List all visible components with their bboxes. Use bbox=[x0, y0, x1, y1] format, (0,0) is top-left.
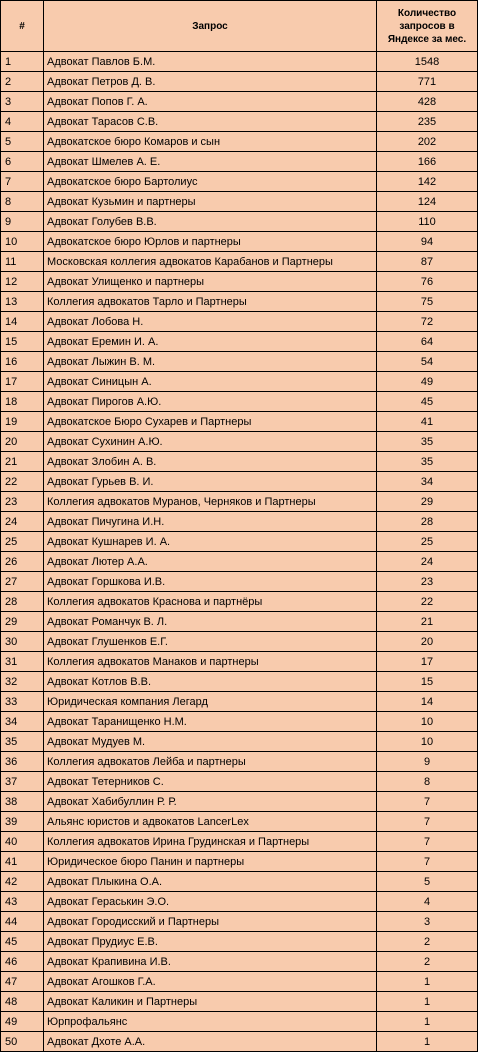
row-count: 7 bbox=[377, 832, 478, 852]
row-number: 25 bbox=[1, 532, 44, 552]
table-row bbox=[1, 832, 478, 852]
row-number: 8 bbox=[1, 192, 44, 212]
table-row bbox=[1, 132, 478, 152]
row-query: Адвокат Попов Г. А. bbox=[44, 92, 377, 112]
row-count: 10 bbox=[377, 712, 478, 732]
table-row bbox=[1, 172, 478, 192]
table-row bbox=[1, 292, 478, 312]
row-number: 20 bbox=[1, 432, 44, 452]
row-query: Адвокатское Бюро Сухарев и Партнеры bbox=[44, 412, 377, 432]
row-count: 3 bbox=[377, 912, 478, 932]
row-query: Адвокат Шмелев А. Е. bbox=[44, 152, 377, 172]
row-number: 32 bbox=[1, 672, 44, 692]
row-count: 64 bbox=[377, 332, 478, 352]
table-row bbox=[1, 72, 478, 92]
row-count: 9 bbox=[377, 752, 478, 772]
row-number: 19 bbox=[1, 412, 44, 432]
table-row bbox=[1, 572, 478, 592]
row-query: Коллегия адвокатов Лейба и партнеры bbox=[44, 752, 377, 772]
row-number: 4 bbox=[1, 112, 44, 132]
row-number: 6 bbox=[1, 152, 44, 172]
table-row bbox=[1, 492, 478, 512]
row-count: 29 bbox=[377, 492, 478, 512]
row-number: 14 bbox=[1, 312, 44, 332]
row-query: Юрпрофальянс bbox=[44, 1012, 377, 1032]
table-row bbox=[1, 752, 478, 772]
row-count: 20 bbox=[377, 632, 478, 652]
row-number: 30 bbox=[1, 632, 44, 652]
row-count: 202 bbox=[377, 132, 478, 152]
table-row bbox=[1, 452, 478, 472]
row-number: 3 bbox=[1, 92, 44, 112]
row-number: 13 bbox=[1, 292, 44, 312]
row-count: 34 bbox=[377, 472, 478, 492]
row-number: 50 bbox=[1, 1032, 44, 1052]
table-row bbox=[1, 332, 478, 352]
row-number: 40 bbox=[1, 832, 44, 852]
row-query: Адвокат Тетерников С. bbox=[44, 772, 377, 792]
table-row bbox=[1, 192, 478, 212]
row-query: Адвокат Крапивина И.В. bbox=[44, 952, 377, 972]
row-count: 10 bbox=[377, 732, 478, 752]
row-number: 31 bbox=[1, 652, 44, 672]
row-number: 24 bbox=[1, 512, 44, 532]
row-number: 18 bbox=[1, 392, 44, 412]
row-query: Адвокат Кузьмин и партнеры bbox=[44, 192, 377, 212]
row-count: 49 bbox=[377, 372, 478, 392]
row-count: 28 bbox=[377, 512, 478, 532]
table-row bbox=[1, 472, 478, 492]
table-row bbox=[1, 612, 478, 632]
row-count: 771 bbox=[377, 72, 478, 92]
row-query: Коллегия адвокатов Муранов, Черняков и Партнеры bbox=[44, 492, 377, 512]
row-query: Коллегия адвокатов Краснова и партнёры bbox=[44, 592, 377, 612]
row-number: 41 bbox=[1, 852, 44, 872]
row-query: Адвокат Горшкова И.В. bbox=[44, 572, 377, 592]
row-count: 14 bbox=[377, 692, 478, 712]
row-count: 110 bbox=[377, 212, 478, 232]
table-row bbox=[1, 232, 478, 252]
row-number: 9 bbox=[1, 212, 44, 232]
row-number: 10 bbox=[1, 232, 44, 252]
row-number: 44 bbox=[1, 912, 44, 932]
row-count: 23 bbox=[377, 572, 478, 592]
row-number: 37 bbox=[1, 772, 44, 792]
header-row bbox=[1, 1, 478, 52]
row-number: 21 bbox=[1, 452, 44, 472]
row-number: 35 bbox=[1, 732, 44, 752]
table-row bbox=[1, 672, 478, 692]
table-row bbox=[1, 352, 478, 372]
row-count: 1 bbox=[377, 1012, 478, 1032]
table-row bbox=[1, 992, 478, 1012]
row-number: 28 bbox=[1, 592, 44, 612]
row-count: 124 bbox=[377, 192, 478, 212]
row-number: 1 bbox=[1, 52, 44, 72]
table-header bbox=[1, 1, 478, 52]
row-count: 7 bbox=[377, 812, 478, 832]
row-query: Юридическое бюро Панин и партнеры bbox=[44, 852, 377, 872]
row-query: Адвокат Сухинин А.Ю. bbox=[44, 432, 377, 452]
row-number: 46 bbox=[1, 952, 44, 972]
row-query: Альянс юристов и адвокатов LancerLex bbox=[44, 812, 377, 832]
row-count: 1 bbox=[377, 1032, 478, 1052]
table-row bbox=[1, 892, 478, 912]
table-row bbox=[1, 872, 478, 892]
row-count: 7 bbox=[377, 852, 478, 872]
table-row bbox=[1, 52, 478, 72]
row-number: 16 bbox=[1, 352, 44, 372]
row-query: Адвокат Каликин и Партнеры bbox=[44, 992, 377, 1012]
row-count: 8 bbox=[377, 772, 478, 792]
table-row bbox=[1, 712, 478, 732]
row-count: 142 bbox=[377, 172, 478, 192]
table-row bbox=[1, 432, 478, 452]
row-number: 29 bbox=[1, 612, 44, 632]
table-row bbox=[1, 852, 478, 872]
row-query: Адвокат Петров Д. В. bbox=[44, 72, 377, 92]
row-count: 21 bbox=[377, 612, 478, 632]
row-count: 4 bbox=[377, 892, 478, 912]
table-row bbox=[1, 912, 478, 932]
row-number: 48 bbox=[1, 992, 44, 1012]
table-row bbox=[1, 952, 478, 972]
table-row bbox=[1, 412, 478, 432]
row-count: 87 bbox=[377, 252, 478, 272]
row-number: 7 bbox=[1, 172, 44, 192]
row-number: 39 bbox=[1, 812, 44, 832]
row-count: 25 bbox=[377, 532, 478, 552]
row-query: Коллегия адвокатов Тарло и Партнеры bbox=[44, 292, 377, 312]
table-row bbox=[1, 372, 478, 392]
row-count: 235 bbox=[377, 112, 478, 132]
row-count: 94 bbox=[377, 232, 478, 252]
row-query: Адвокат Прудиус Е.В. bbox=[44, 932, 377, 952]
row-count: 35 bbox=[377, 452, 478, 472]
row-query: Адвокат Мудуев М. bbox=[44, 732, 377, 752]
row-query: Адвокат Пирогов А.Ю. bbox=[44, 392, 377, 412]
row-number: 33 bbox=[1, 692, 44, 712]
row-count: 45 bbox=[377, 392, 478, 412]
table-row bbox=[1, 652, 478, 672]
row-count: 35 bbox=[377, 432, 478, 452]
row-number: 15 bbox=[1, 332, 44, 352]
row-query: Адвокат Агошков Г.А. bbox=[44, 972, 377, 992]
row-count: 7 bbox=[377, 792, 478, 812]
table-row bbox=[1, 732, 478, 752]
row-number: 43 bbox=[1, 892, 44, 912]
row-number: 49 bbox=[1, 1012, 44, 1032]
table-row bbox=[1, 632, 478, 652]
table-row bbox=[1, 312, 478, 332]
row-number: 45 bbox=[1, 932, 44, 952]
table-row bbox=[1, 792, 478, 812]
row-count: 428 bbox=[377, 92, 478, 112]
row-number: 42 bbox=[1, 872, 44, 892]
row-query: Адвокат Дхоте А.А. bbox=[44, 1032, 377, 1052]
row-number: 23 bbox=[1, 492, 44, 512]
row-query: Адвокат Голубев В.В. bbox=[44, 212, 377, 232]
table-row bbox=[1, 112, 478, 132]
row-count: 76 bbox=[377, 272, 478, 292]
row-count: 2 bbox=[377, 932, 478, 952]
row-query: Адвокат Синицын А. bbox=[44, 372, 377, 392]
row-query: Адвокат Гурьев В. И. bbox=[44, 472, 377, 492]
row-number: 47 bbox=[1, 972, 44, 992]
row-query: Адвокат Улищенко и партнеры bbox=[44, 272, 377, 292]
table-row bbox=[1, 1012, 478, 1032]
row-query: Адвокат Глушенков Е.Г. bbox=[44, 632, 377, 652]
table-row bbox=[1, 212, 478, 232]
row-number: 38 bbox=[1, 792, 44, 812]
row-count: 5 bbox=[377, 872, 478, 892]
row-count: 1548 bbox=[377, 52, 478, 72]
row-query: Адвокат Таранищенко Н.М. bbox=[44, 712, 377, 732]
table-row bbox=[1, 92, 478, 112]
table-row bbox=[1, 152, 478, 172]
row-query: Адвокатское бюро Юрлов и партнеры bbox=[44, 232, 377, 252]
row-count: 1 bbox=[377, 972, 478, 992]
table-row bbox=[1, 392, 478, 412]
table-row bbox=[1, 692, 478, 712]
row-query: Адвокат Хабибуллин Р. Р. bbox=[44, 792, 377, 812]
table-row bbox=[1, 532, 478, 552]
row-number: 12 bbox=[1, 272, 44, 292]
row-count: 75 bbox=[377, 292, 478, 312]
row-query: Юридическая компания Легард bbox=[44, 692, 377, 712]
row-query: Адвокат Лютер А.А. bbox=[44, 552, 377, 572]
table-row bbox=[1, 1032, 478, 1052]
table-row bbox=[1, 932, 478, 952]
row-number: 27 bbox=[1, 572, 44, 592]
row-query: Адвокат Пичугина И.Н. bbox=[44, 512, 377, 532]
row-query: Адвокат Еремин И. А. bbox=[44, 332, 377, 352]
row-count: 24 bbox=[377, 552, 478, 572]
row-count: 72 bbox=[377, 312, 478, 332]
row-number: 34 bbox=[1, 712, 44, 732]
header-num: # bbox=[1, 1, 44, 52]
row-query: Адвокат Злобин А. В. bbox=[44, 452, 377, 472]
row-query: Коллегия адвокатов Ирина Грудинская и Партнеры bbox=[44, 832, 377, 852]
row-query: Адвокатское бюро Бартолиус bbox=[44, 172, 377, 192]
header-query: Запрос bbox=[44, 1, 377, 52]
row-query: Адвокат Кушнарев И. А. bbox=[44, 532, 377, 552]
row-query: Адвокат Гераськин Э.О. bbox=[44, 892, 377, 912]
row-count: 41 bbox=[377, 412, 478, 432]
row-number: 17 bbox=[1, 372, 44, 392]
row-query: Адвокат Тарасов С.В. bbox=[44, 112, 377, 132]
row-query: Коллегия адвокатов Манаков и партнеры bbox=[44, 652, 377, 672]
row-number: 11 bbox=[1, 252, 44, 272]
row-count: 54 bbox=[377, 352, 478, 372]
table-row bbox=[1, 552, 478, 572]
row-number: 22 bbox=[1, 472, 44, 492]
row-count: 166 bbox=[377, 152, 478, 172]
table-row bbox=[1, 272, 478, 292]
row-query: Адвокат Лыжин В. М. bbox=[44, 352, 377, 372]
row-query: Адвокат Романчук В. Л. bbox=[44, 612, 377, 632]
row-query: Московская коллегия адвокатов Карабанов и Партнеры bbox=[44, 252, 377, 272]
row-query: Адвокат Павлов Б.М. bbox=[44, 52, 377, 72]
table-row bbox=[1, 512, 478, 532]
row-number: 2 bbox=[1, 72, 44, 92]
row-number: 5 bbox=[1, 132, 44, 152]
row-query: Адвокат Плыкина О.А. bbox=[44, 872, 377, 892]
row-count: 15 bbox=[377, 672, 478, 692]
row-count: 17 bbox=[377, 652, 478, 672]
row-count: 22 bbox=[377, 592, 478, 612]
row-query: Адвокатское бюро Комаров и сын bbox=[44, 132, 377, 152]
table-row bbox=[1, 812, 478, 832]
table-row bbox=[1, 972, 478, 992]
row-query: Адвокат Городисский и Партнеры bbox=[44, 912, 377, 932]
table-body bbox=[1, 52, 478, 1052]
row-query: Адвокат Лобова Н. bbox=[44, 312, 377, 332]
row-number: 26 bbox=[1, 552, 44, 572]
table-row bbox=[1, 772, 478, 792]
row-count: 1 bbox=[377, 992, 478, 1012]
row-count: 2 bbox=[377, 952, 478, 972]
row-query: Адвокат Котлов В.В. bbox=[44, 672, 377, 692]
header-count: Количество запросов в Яндексе за мес. bbox=[377, 1, 478, 52]
table-row bbox=[1, 252, 478, 272]
table-row bbox=[1, 592, 478, 612]
row-number: 36 bbox=[1, 752, 44, 772]
